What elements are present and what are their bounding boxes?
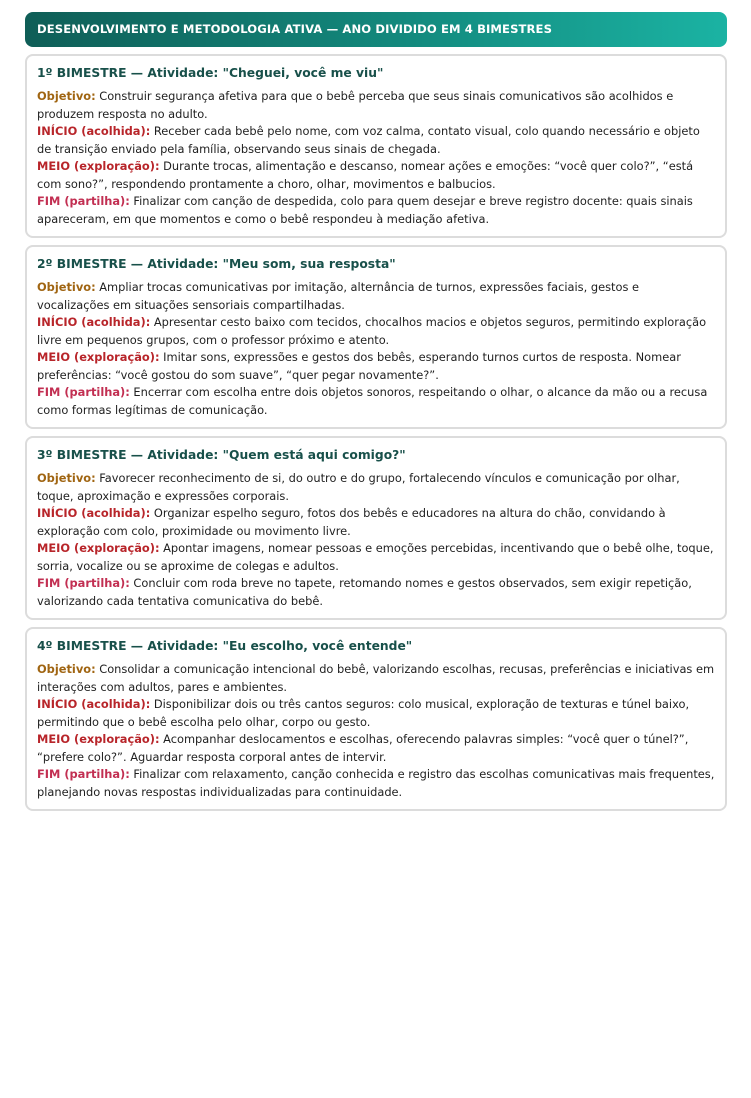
objetivo-text: Favorecer reconhecimento de si, do outro e do grupo, fortalecendo vínculos e comunicação por olhar, toque, aproximação e expressões corporais. [37,471,680,503]
inicio-label: INÍCIO (acolhida): [37,697,151,711]
meio-label: MEIO (exploração): [37,159,160,173]
meio-label: MEIO (exploração): [37,541,160,555]
bimestre-card-1 [25,54,727,238]
fim-row [37,384,715,419]
inicio-label: INÍCIO (acolhida): [37,124,151,138]
fim-row [37,766,715,801]
fim-text: Concluir com roda breve no tapete, retomando nomes e gestos observados, sem exigir repetição, valorizando cada tentativa comunicativa do bebê. [37,576,692,608]
meio-row [37,158,715,193]
meio-row [37,349,715,384]
objetivo-row [37,661,715,696]
fim-label: FIM (partilha): [37,385,130,399]
meio-label: MEIO (exploração): [37,350,160,364]
objetivo-label: Objetivo: [37,280,96,294]
meio-label: MEIO (exploração): [37,732,160,746]
fim-row [37,575,715,610]
fim-label: FIM (partilha): [37,194,130,208]
objetivo-label: Objetivo: [37,89,96,103]
fim-row [37,193,715,228]
fim-text: Finalizar com canção de despedida, colo para quem desejar e breve registro docente: quais sinais apareceram, em que momentos e como o bebê respondeu à mediação afetiva. [37,194,693,226]
inicio-row [37,505,715,540]
bimestre-title: 1º BIMESTRE — Atividade: "Cheguei, você me viu" [37,66,384,80]
fim-text: Encerrar com escolha entre dois objetos sonoros, respeitando o olhar, o alcance da mão ou a recusa como formas legítimas de comunicação. [37,385,708,417]
fim-label: FIM (partilha): [37,576,130,590]
objetivo-text: Ampliar trocas comunicativas por imitação, alternância de turnos, expressões faciais, gestos e vocalizações em situações sensoriais compartilhadas. [37,280,640,312]
inicio-text: Organizar espelho seguro, fotos dos bebês e educadores na altura do chão, convidando à exploração com colo, proximidade ou movimento livre. [37,506,666,538]
objetivo-row [37,88,715,123]
objetivo-row [37,279,715,314]
meio-text: Acompanhar deslocamentos e escolhas, oferecendo palavras simples: “você quer o túnel?”, “prefere colo?”. Aguardar resposta corporal antes de intervir. [37,732,689,764]
inicio-label: INÍCIO (acolhida): [37,506,151,520]
bimestre-title: 3º BIMESTRE — Atividade: "Quem está aqui comigo?" [37,448,406,462]
objetivo-row [37,470,715,505]
bimestre-card-3 [25,436,727,620]
fim-label: FIM (partilha): [37,767,130,781]
inicio-label: INÍCIO (acolhida): [37,315,151,329]
objetivo-label: Objetivo: [37,662,96,676]
inicio-row [37,314,715,349]
bimestre-title: 4º BIMESTRE — Atividade: "Eu escolho, você entende" [37,639,413,653]
objetivo-text: Construir segurança afetiva para que o bebê perceba que seus sinais comunicativos são acolhidos e produzem resposta no adulto. [37,89,674,121]
inicio-text: Disponibilizar dois ou três cantos seguros: colo musical, exploração de texturas e túnel baixo, permitindo que o bebê escolha pelo olhar, corpo ou gesto. [37,697,690,729]
inicio-text: Receber cada bebê pelo nome, com voz calma, contato visual, colo quando necessário e objeto de transição enviado pela família, observando seus sinais de chegada. [37,124,700,156]
meio-text: Apontar imagens, nomear pessoas e emoções percebidas, incentivando que o bebê olhe, toque, sorria, vocalize ou se aproxime de colegas e adultos. [37,541,714,573]
inicio-row [37,696,715,731]
page-title-banner: DESENVOLVIMENTO E METODOLOGIA ATIVA — ANO DIVIDIDO EM 4 BIMESTRES [25,12,727,47]
inicio-text: Apresentar cesto baixo com tecidos, chocalhos macios e objetos seguros, permitindo exploração livre em pequenos grupos, com o professor próximo e atento. [37,315,707,347]
meio-text: Imitar sons, expressões e gestos dos bebês, esperando turnos curtos de resposta. Nomear preferências: “você gostou do som suave”, “quer pegar novamente?”. [37,350,681,382]
inicio-row [37,123,715,158]
fim-text: Finalizar com relaxamento, canção conhecida e registro das escolhas comunicativas mais frequentes, planejando novas respostas individualizadas para continuidade. [37,767,715,799]
bimestre-card-4 [25,627,727,811]
objetivo-text: Consolidar a comunicação intencional do bebê, valorizando escolhas, recusas, preferências e iniciativas em interações com adultos, pares e ambientes. [37,662,715,694]
meio-row [37,540,715,575]
meio-row [37,731,715,766]
document-page [25,12,727,811]
bimestre-card-2 [25,245,727,429]
bimestre-title: 2º BIMESTRE — Atividade: "Meu som, sua resposta" [37,257,396,271]
meio-text: Durante trocas, alimentação e descanso, nomear ações e emoções: “você quer colo?”, “está com sono?”, respondendo prontamente a choro, olhar, movimentos e balbucios. [37,159,694,191]
objetivo-label: Objetivo: [37,471,96,485]
